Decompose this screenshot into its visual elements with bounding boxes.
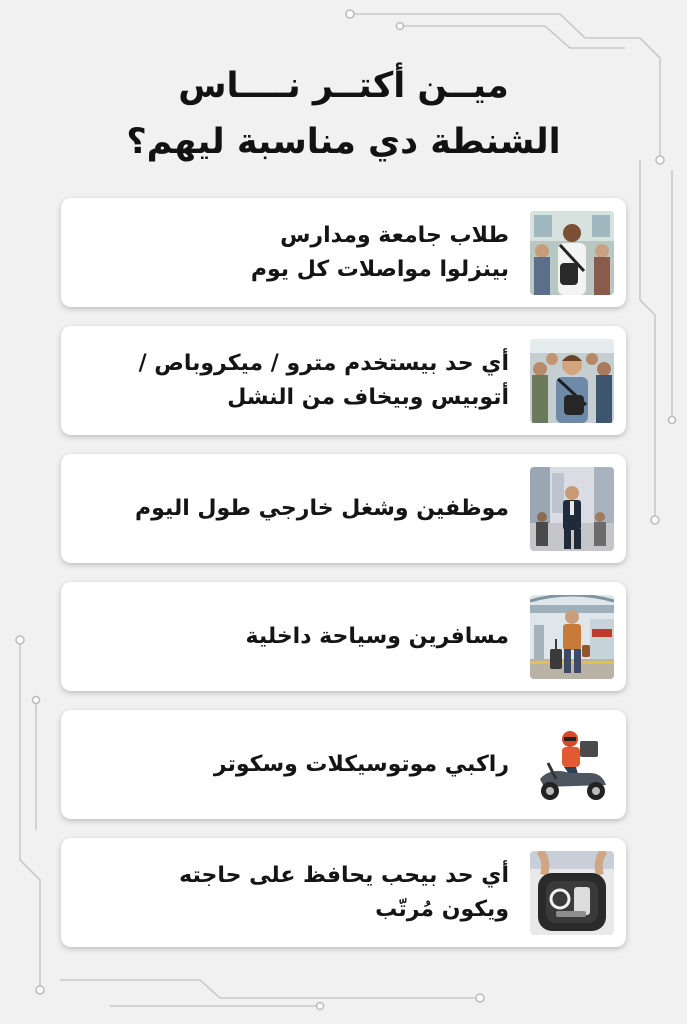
item-text <box>89 454 509 563</box>
list-item <box>61 838 626 947</box>
list-item <box>61 198 626 307</box>
title-line-1: ميــن أكتــر نــــاس <box>178 66 509 106</box>
item-text <box>89 582 509 691</box>
crowded-commuter-icon <box>530 339 614 423</box>
item-line: بينزلوا مواصلات كل يوم <box>250 256 509 282</box>
office-worker-icon <box>530 467 614 551</box>
item-text <box>89 326 509 435</box>
scooter-rider-icon <box>530 723 614 807</box>
list-item <box>61 710 626 819</box>
title-line-2: الشنطة دي مناسبة ليهم؟ <box>126 122 561 162</box>
item-line: أي حد بيحب يحافظ على حاجته <box>179 862 509 888</box>
student-bus-icon <box>530 211 614 295</box>
item-line: موظفين وشغل خارجي طول اليوم <box>135 495 509 521</box>
item-line: طلاب جامعة ومدارس <box>280 222 509 248</box>
list-item <box>61 326 626 435</box>
item-line: أتوبيس وبيخاف من النشل <box>227 384 509 410</box>
item-line: ويكون مُرتّب <box>375 896 509 922</box>
list-item <box>61 582 626 691</box>
item-line: أي حد بيستخدم مترو / ميكروباص / <box>138 350 509 376</box>
item-line: مسافرين وسياحة داخلية <box>245 623 509 649</box>
traveler-icon <box>530 595 614 679</box>
list-item <box>61 454 626 563</box>
page-title <box>0 58 687 170</box>
item-text <box>89 710 509 819</box>
item-text <box>89 838 509 947</box>
item-text <box>89 198 509 307</box>
item-line: راكبي موتوسيكلات وسكوتر <box>213 751 509 777</box>
organized-bag-icon <box>530 851 614 935</box>
